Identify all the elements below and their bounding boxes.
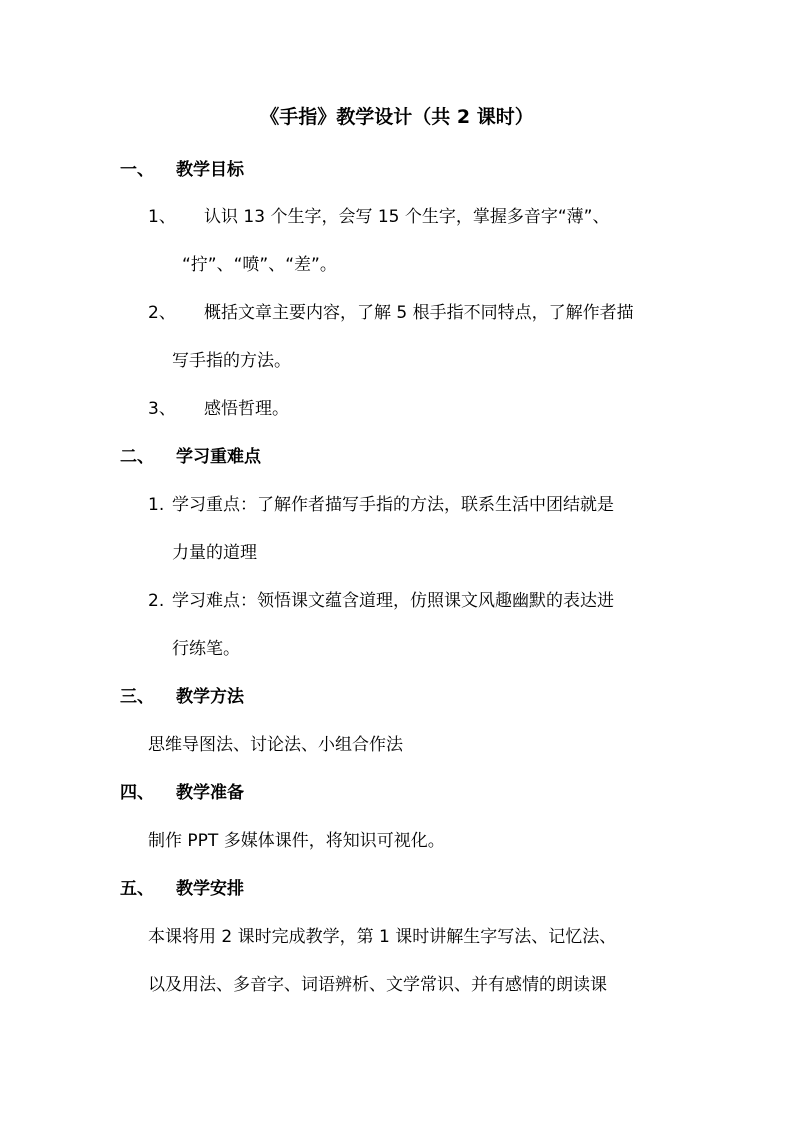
item-number: 2. [148,591,165,611]
section-number: 一、 [120,160,154,180]
item-text-line: 认识 13 个生字，会写 15 个生字，掌握多音字“薄”、 [204,207,610,227]
item-number: 1. [148,495,165,515]
item-text-line: 写手指的方法。 [172,351,291,371]
item-text-line: “拧”、“喷”、“差”。 [182,255,337,275]
section-text-line: 思维导图法、讨论法、小组合作法 [148,735,403,755]
item-text-line: 学习难点：领悟课文蕴含道理，仿照课文风趣幽默的表达进 [172,591,614,611]
section-number: 二、 [120,447,154,467]
document-title: 《手指》教学设计（共 2 课时） [260,106,534,128]
section-text-line: 制作 PPT 多媒体课件，将知识可视化。 [148,831,445,851]
section-heading: 学习重难点 [176,447,261,467]
item-text-line: 感悟哲理。 [204,399,289,419]
item-text-line: 行练笔。 [172,639,240,659]
item-number: 1、 [148,207,176,227]
section-heading: 教学准备 [176,783,244,803]
section-number: 五、 [120,879,154,899]
item-text-line: 力量的道理 [172,543,257,563]
section-text-line: 以及用法、多音字、词语辨析、文学常识、并有感情的朗读课 [148,975,607,995]
section-number: 四、 [120,783,154,803]
item-number: 2、 [148,303,176,323]
section-number: 三、 [120,687,154,707]
item-text-line: 学习重点：了解作者描写手指的方法，联系生活中团结就是 [172,495,614,515]
item-number: 3、 [148,399,176,419]
section-heading: 教学目标 [176,160,244,180]
section-heading: 教学安排 [176,879,244,899]
section-heading: 教学方法 [176,687,244,707]
item-text-line: 概括文章主要内容，了解 5 根手指不同特点，了解作者描 [204,303,634,323]
section-text-line: 本课将用 2 课时完成教学，第 1 课时讲解生字写法、记忆法、 [148,927,617,947]
